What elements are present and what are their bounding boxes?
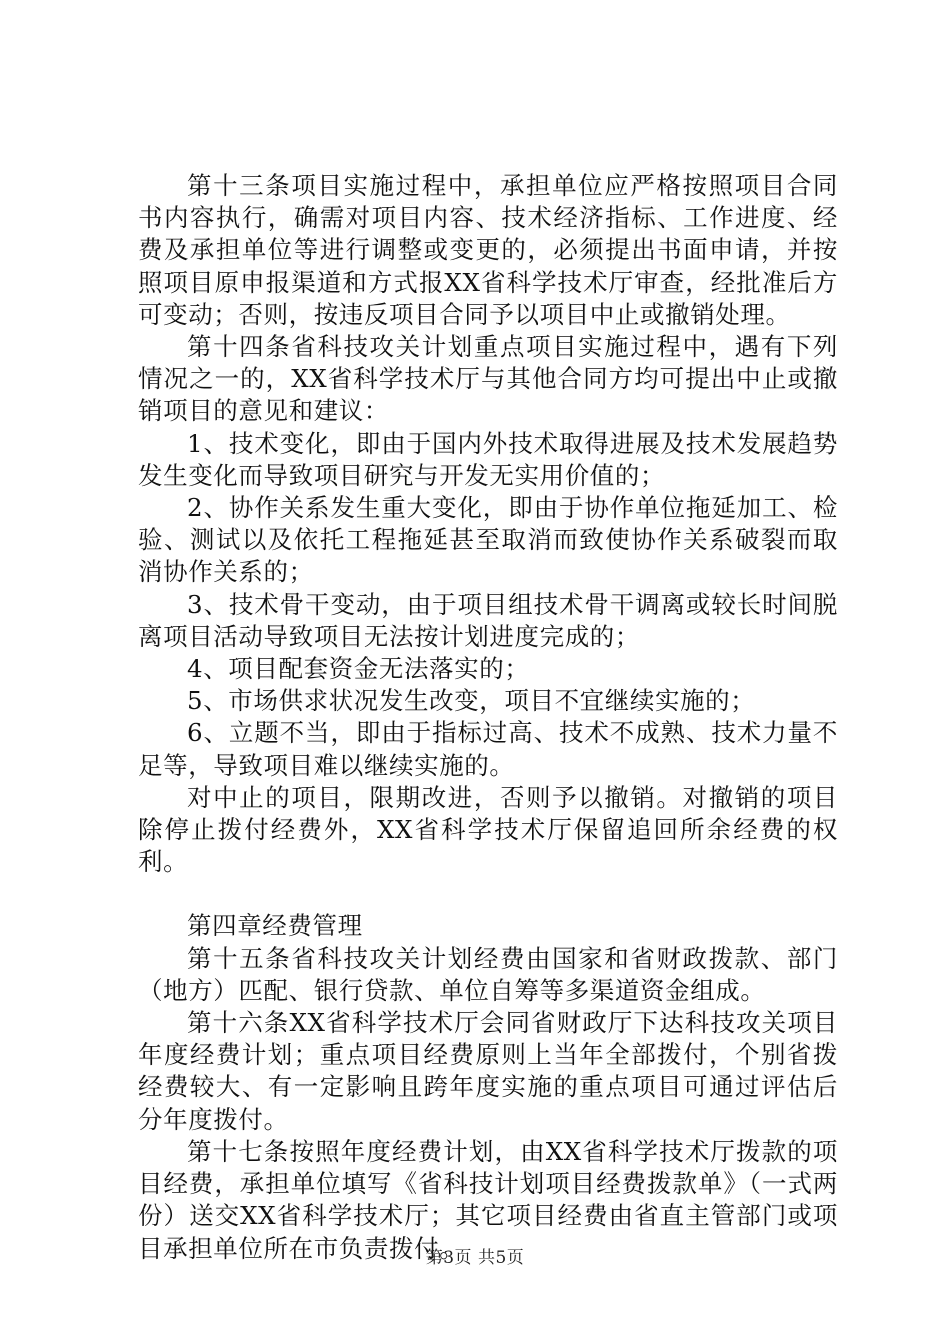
page-footer <box>0 1243 950 1268</box>
list-item-5: 5、市场供求状况发生改变，项目不宜继续实施的； <box>187 686 756 716</box>
paragraph-article-13: 第十三条项目实施过程中，承担单位应严格按照项目合同书内容执行，确需对项目内容、技术经济指标、工作进度、经费及承担单位等进行调整或变更的，必须提出书面申请，并按照项目原申报渠道和方式报XX省科学技术厅审查，经批准后方可变动；否则，按违反项目合同予以项目中止或撤销处理。 <box>138 171 838 329</box>
paragraph-spacer <box>138 878 838 910</box>
page-number-label: 第3页 共5页 <box>425 1248 525 1268</box>
paragraph-article-14: 第十四条省科技攻关计划重点项目实施过程中，遇有下列情况之一的，XX省科学技术厅与其他合同方均可提出中止或撤销项目的意见和建议： <box>138 332 838 426</box>
paragraph-article-17: 第十七条按照年度经费计划，由XX省科学技术厅拨款的项目经费，承担单位填写《省科技计划项目经费拨款单》（一式两份）送交XX省科学技术厅；其它项目经费由省直主管部门或项目承担单位所在市负责拨付。 <box>138 1136 838 1263</box>
paragraph-article-15: 第十五条省科技攻关计划经费由国家和省财政拨款、部门（地方）匹配、银行贷款、单位自筹等多渠道资金组成。 <box>138 943 838 1005</box>
paragraph-termination-note: 对中止的项目，限期改进，否则予以撤销。对撤销的项目除停止拨付经费外，XX省科学技术厅保留追回所余经费的权利。 <box>138 782 838 877</box>
list-item-2: 2、协作关系发生重大变化，即由于协作单位拖延加工、检验、测试以及依托工程拖延甚至取消而致使协作关系破裂而取消协作关系的； <box>138 493 838 587</box>
list-item-4: 4、项目配套资金无法落实的； <box>187 654 530 684</box>
list-item-1: 1、技术变化，即由于国内外技术取得进展及技术发展趋势发生变化而导致项目研究与开发无实用价值的； <box>138 428 838 490</box>
chapter-title: 第四章经费管理 <box>187 911 363 941</box>
paragraph-article-16: 第十六条XX省科学技术厅会同省财政厅下达科技攻关项目年度经费计划；重点项目经费原则上当年全部拨付，个别省拨经费较大、有一定影响且跨年度实施的重点项目可通过评估后分年度拨付。 <box>138 1008 838 1134</box>
document-body <box>138 170 838 1265</box>
list-item-6: 6、立题不当，即由于指标过高、技术不成熟、技术力量不足等，导致项目难以继续实施的。 <box>138 718 838 780</box>
list-item-3: 3、技术骨干变动，由于项目组技术骨干调离或较长时间脱离项目活动导致项目无法按计划进度完成的； <box>138 589 838 651</box>
